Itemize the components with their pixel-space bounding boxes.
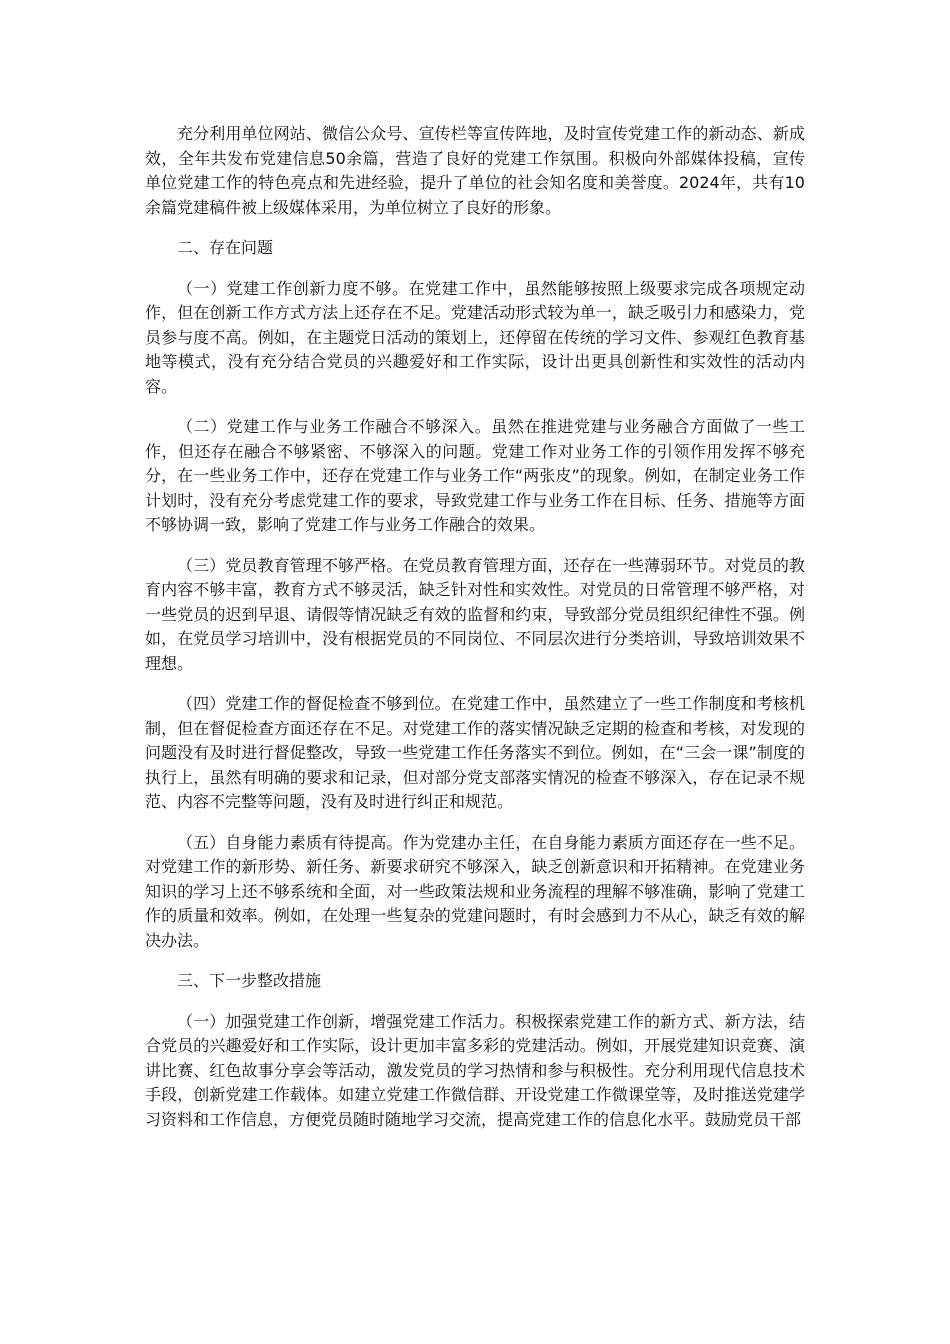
section-heading-measures: 三、下一步整改措施 (177, 971, 322, 990)
document-body (145, 122, 805, 1148)
paragraph-measure-1: （一）加强党建工作创新，增强党建工作活力。积极探索党建工作的新方式、新方法，结合党员的兴趣爱好和工作实际，设计更加丰富多彩的党建活动。例如，开展党建知识竞赛、演讲比赛、红色故事分享会等活动，激发党员的学习热情和参与积极性。充分利用现代信息技术手段，创新党建工作载体。如建立党建工作微信群、开设党建工作微课堂等，及时推送党建学习资料和工作信息，方便党员随时随地学习交流，提高党建工作的信息化水平。鼓励党员干部 (145, 1011, 805, 1129)
paragraph-problem-1: （一）党建工作创新力度不够。在党建工作中，虽然能够按照上级要求完成各项规定动作，但在创新工作方式方法上还存在不足。党建活动形式较为单一，缺乏吸引力和感染力，党员参与度不高。例如，在主题党日活动的策划上，还停留在传统的学习文件、参观红色教育基地等模式，没有充分结合党员的兴趣爱好和工作实际，设计出更具创新性和实效性的活动内容。 (145, 278, 805, 396)
paragraph-problem-5: （五）自身能力素质有待提高。作为党建办主任，在自身能力素质方面还存在一些不足。对党建工作的新形势、新任务、新要求研究不够深入，缺乏创新意识和开拓精神。在党建业务知识的学习上还不够系统和全面，对一些政策法规和业务流程的理解不够准确，影响了党建工作的质量和效率。例如，在处理一些复杂的党建问题时，有时会感到力不从心，缺乏有效的解决办法。 (145, 832, 805, 950)
paragraph-problem-3: （三）党员教育管理不够严格。在党员教育管理方面，还存在一些薄弱环节。对党员的教育内容不够丰富，教育方式不够灵活，缺乏针对性和实效性。对党员的日常管理不够严格，对一些党员的迟到早退、请假等情况缺乏有效的监督和约束，导致部分党员组织纪律性不强。例如，在党员学习培训中，没有根据党员的不同岗位、不同层次进行分类培训，导致培训效果不理想。 (145, 555, 805, 673)
section-heading-problems: 二、存在问题 (177, 238, 274, 257)
paragraph-problem-4: （四）党建工作的督促检查不够到位。在党建工作中，虽然建立了一些工作制度和考核机制，但在督促检查方面还存在不足。对党建工作的落实情况缺乏定期的检查和考核，对发现的问题没有及时进行督促整改，导致一些党建工作任务落实不到位。例如，在“三会一课”制度的执行上，虽然有明确的要求和记录，但对部分党支部落实情况的检查不够深入，存在记录不规范、内容不完整等问题，没有及时进行纠正和规范。 (145, 694, 805, 811)
paragraph-problem-2: （二）党建工作与业务工作融合不够深入。虽然在推进党建与业务融合方面做了一些工作，但还存在融合不够紧密、不够深入的问题。党建工作对业务工作的引领作用发挥不够充分，在一些业务工作中，还存在党建工作与业务工作“两张皮”的现象。例如，在制定业务工作计划时，没有充分考虑党建工作的要求，导致党建工作与业务工作在目标、任务、措施等方面不够协调一致，影响了党建工作与业务工作融合的效果。 (145, 417, 805, 534)
paragraph-publicity: 充分利用单位网站、微信公众号、宣传栏等宣传阵地，及时宣传党建工作的新动态、新成效，全年共发布党建信息50余篇，营造了良好的党建工作氛围。积极向外部媒体投稿，宣传单位党建工作的特色亮点和先进经验，提升了单位的社会知名度和美誉度。2024年，共有10余篇党建稿件被上级媒体采用，为单位树立了良好的形象。 (145, 124, 805, 217)
